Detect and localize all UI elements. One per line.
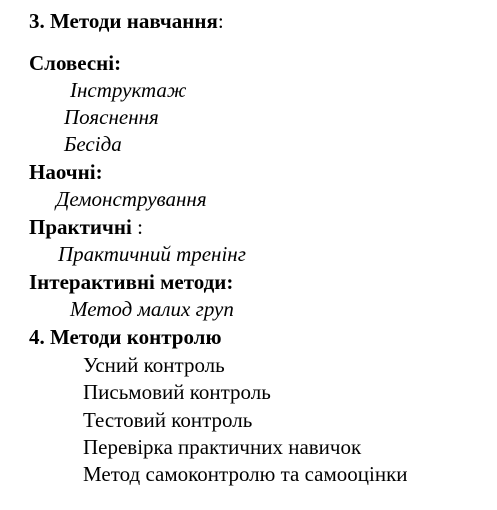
section-3-colon: : — [217, 9, 224, 33]
control-item-written: Письмовий контроль — [83, 380, 271, 404]
practical-item-training: Практичний тренінг — [58, 242, 246, 266]
section-3-heading: 3. Методи навчання — [29, 9, 218, 33]
section-4-heading: 4. Методи контролю — [29, 325, 222, 349]
visual-item-demonstration: Демонстрування — [56, 187, 207, 211]
control-item-oral: Усний контроль — [83, 353, 225, 377]
control-item-practical-skills: Перевірка практичних навичок — [83, 435, 362, 459]
practical-methods-label: Практичні — [29, 215, 132, 239]
verbal-methods-label: Словесні: — [29, 51, 122, 75]
interactive-methods-label: Інтерактивні методи: — [29, 270, 234, 294]
control-item-test: Тестовий контроль — [83, 408, 253, 432]
practical-methods-colon: : — [131, 215, 143, 239]
practical-methods-line — [29, 217, 143, 238]
verbal-item-instruction: Інструктаж — [70, 78, 187, 102]
verbal-item-explanation: Пояснення — [64, 105, 159, 129]
interactive-item-small-groups: Метод малих груп — [70, 297, 234, 321]
verbal-item-conversation: Бесіда — [64, 132, 122, 156]
control-item-self-assessment: Метод самоконтролю та самооцінки — [83, 462, 408, 486]
visual-methods-label: Наочні: — [29, 160, 103, 184]
section-3-heading-line — [29, 11, 224, 32]
